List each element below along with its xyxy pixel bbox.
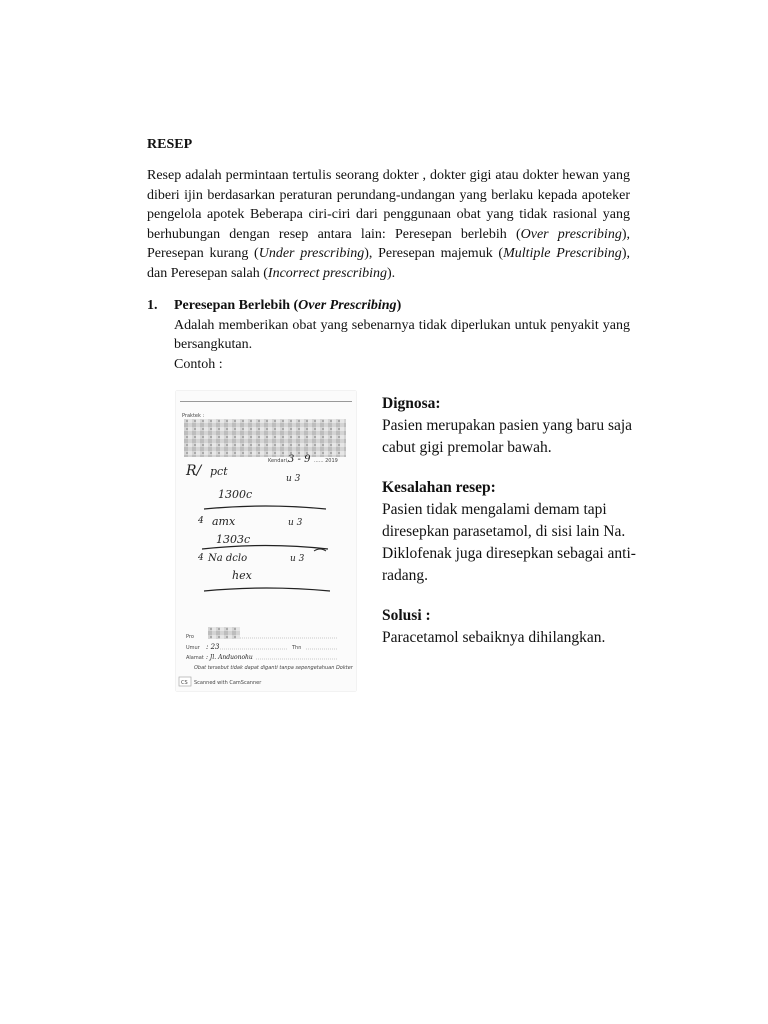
rx-alamat-label: Alamat [186,655,204,661]
kesalahan-label: Kesalahan resep: [382,479,496,496]
intro-text-run: ), Peresepan kurang ( [147,226,630,262]
rx-footer-note: Obat tersebut tidak dapat diganti tanpa sepengetahuan Dokter [194,665,353,671]
analysis-panel [382,393,637,667]
camscanner-logo: CS [181,680,188,686]
item-title [147,296,630,316]
intro-paragraph [147,166,630,284]
rx-hand-1: pct [210,465,228,478]
rx-umur-label: Umur [186,645,200,651]
solusi-block [382,605,637,649]
rx-hand-9: Na dclo [208,553,248,564]
kesalahan-block [382,477,637,587]
redacted-doctor-info [184,419,346,457]
rx-thn-label: Thn [292,645,302,651]
rx-hand-5: u 3 [288,518,303,528]
rx-hand-2: u 3 [286,474,301,484]
rx-hand-7: 1303c [216,533,251,546]
diagnosa-label: Dignosa: [382,395,441,412]
rx-hand-11: hex [232,569,252,582]
kesalahan-text: Pasien tidak mengalami demam tapi diresepkan parasetamol, di sisi lain Na. Diklofenak juga diresepkan sebagai anti-radang. [382,501,636,584]
rx-hand-8: 4 [198,553,204,563]
item-title-close: ) [396,298,402,313]
rx-hand-4: amx [212,515,236,528]
rx-alamat-value: : Jl. Anduonohu [206,654,253,661]
rx-symbol: R/ [186,463,202,479]
example-label: Contoh : [174,356,223,372]
diagnosa-text: Pasien merupakan pasien yang baru saja cabut gigi premolar bawah. [382,417,633,456]
intro-italic-term: Incorrect prescribing [267,265,388,281]
prescription-image [176,391,356,691]
page-title: RESEP [147,137,193,152]
intro-text-run: ). [387,265,396,281]
diagnosa-block [382,393,637,459]
item-description: Adalah memberikan obat yang sebenarnya tidak diperlukan untuk penyakit yang bersangkutan. [174,317,630,353]
item-title-italic: Over Prescribing [298,298,397,313]
redacted-patient-name [208,627,240,639]
rx-pro-label: Pro [186,634,194,640]
solusi-label: Solusi : [382,607,431,624]
rx-hand-6: 4 [198,516,204,526]
intro-italic-term: Over prescribing [520,226,622,242]
rx-hand-10: u 3 [290,554,305,564]
item-number: 1. [147,298,158,313]
intro-text-run: ), dan Peresepan salah ( [147,246,630,281]
rx-kendari-label: Kendari, [268,458,289,464]
solusi-text: Paracetamol sebaiknya dihilangkan. [382,629,606,646]
rx-praktek-label: Praktek : [182,413,205,419]
intro-text-run: ), Peresepan majemuk ( [364,246,504,262]
intro-italic-term: Under prescribing [258,246,365,262]
rx-hand-3: 1300c [218,488,253,501]
intro-italic-term: Multiple Prescribing [503,246,622,262]
rx-year: ...... 2019 [314,458,338,464]
list-item-over-prescribing [147,296,630,374]
intro-text-run: Resep adalah permintaan tertulis seorang dokter , dokter gigi atau dokter hewan yang diberi ijin berdasarkan peraturan perundang-undangan yang berlaku kepada apoteker pengelola apotek Beberapa ciri-ciri dari penggunaan obat yang tidak rasional yang berhubungan dengan resep antara lain: Peresepan berlebih ( [147,168,630,242]
rx-umur-value: : 23 [206,643,220,651]
camscanner-text: Scanned with CamScanner [194,680,262,686]
rx-date: 3 - 9 [288,454,311,465]
item-title-text: Peresepan Berlebih ( [174,298,299,313]
